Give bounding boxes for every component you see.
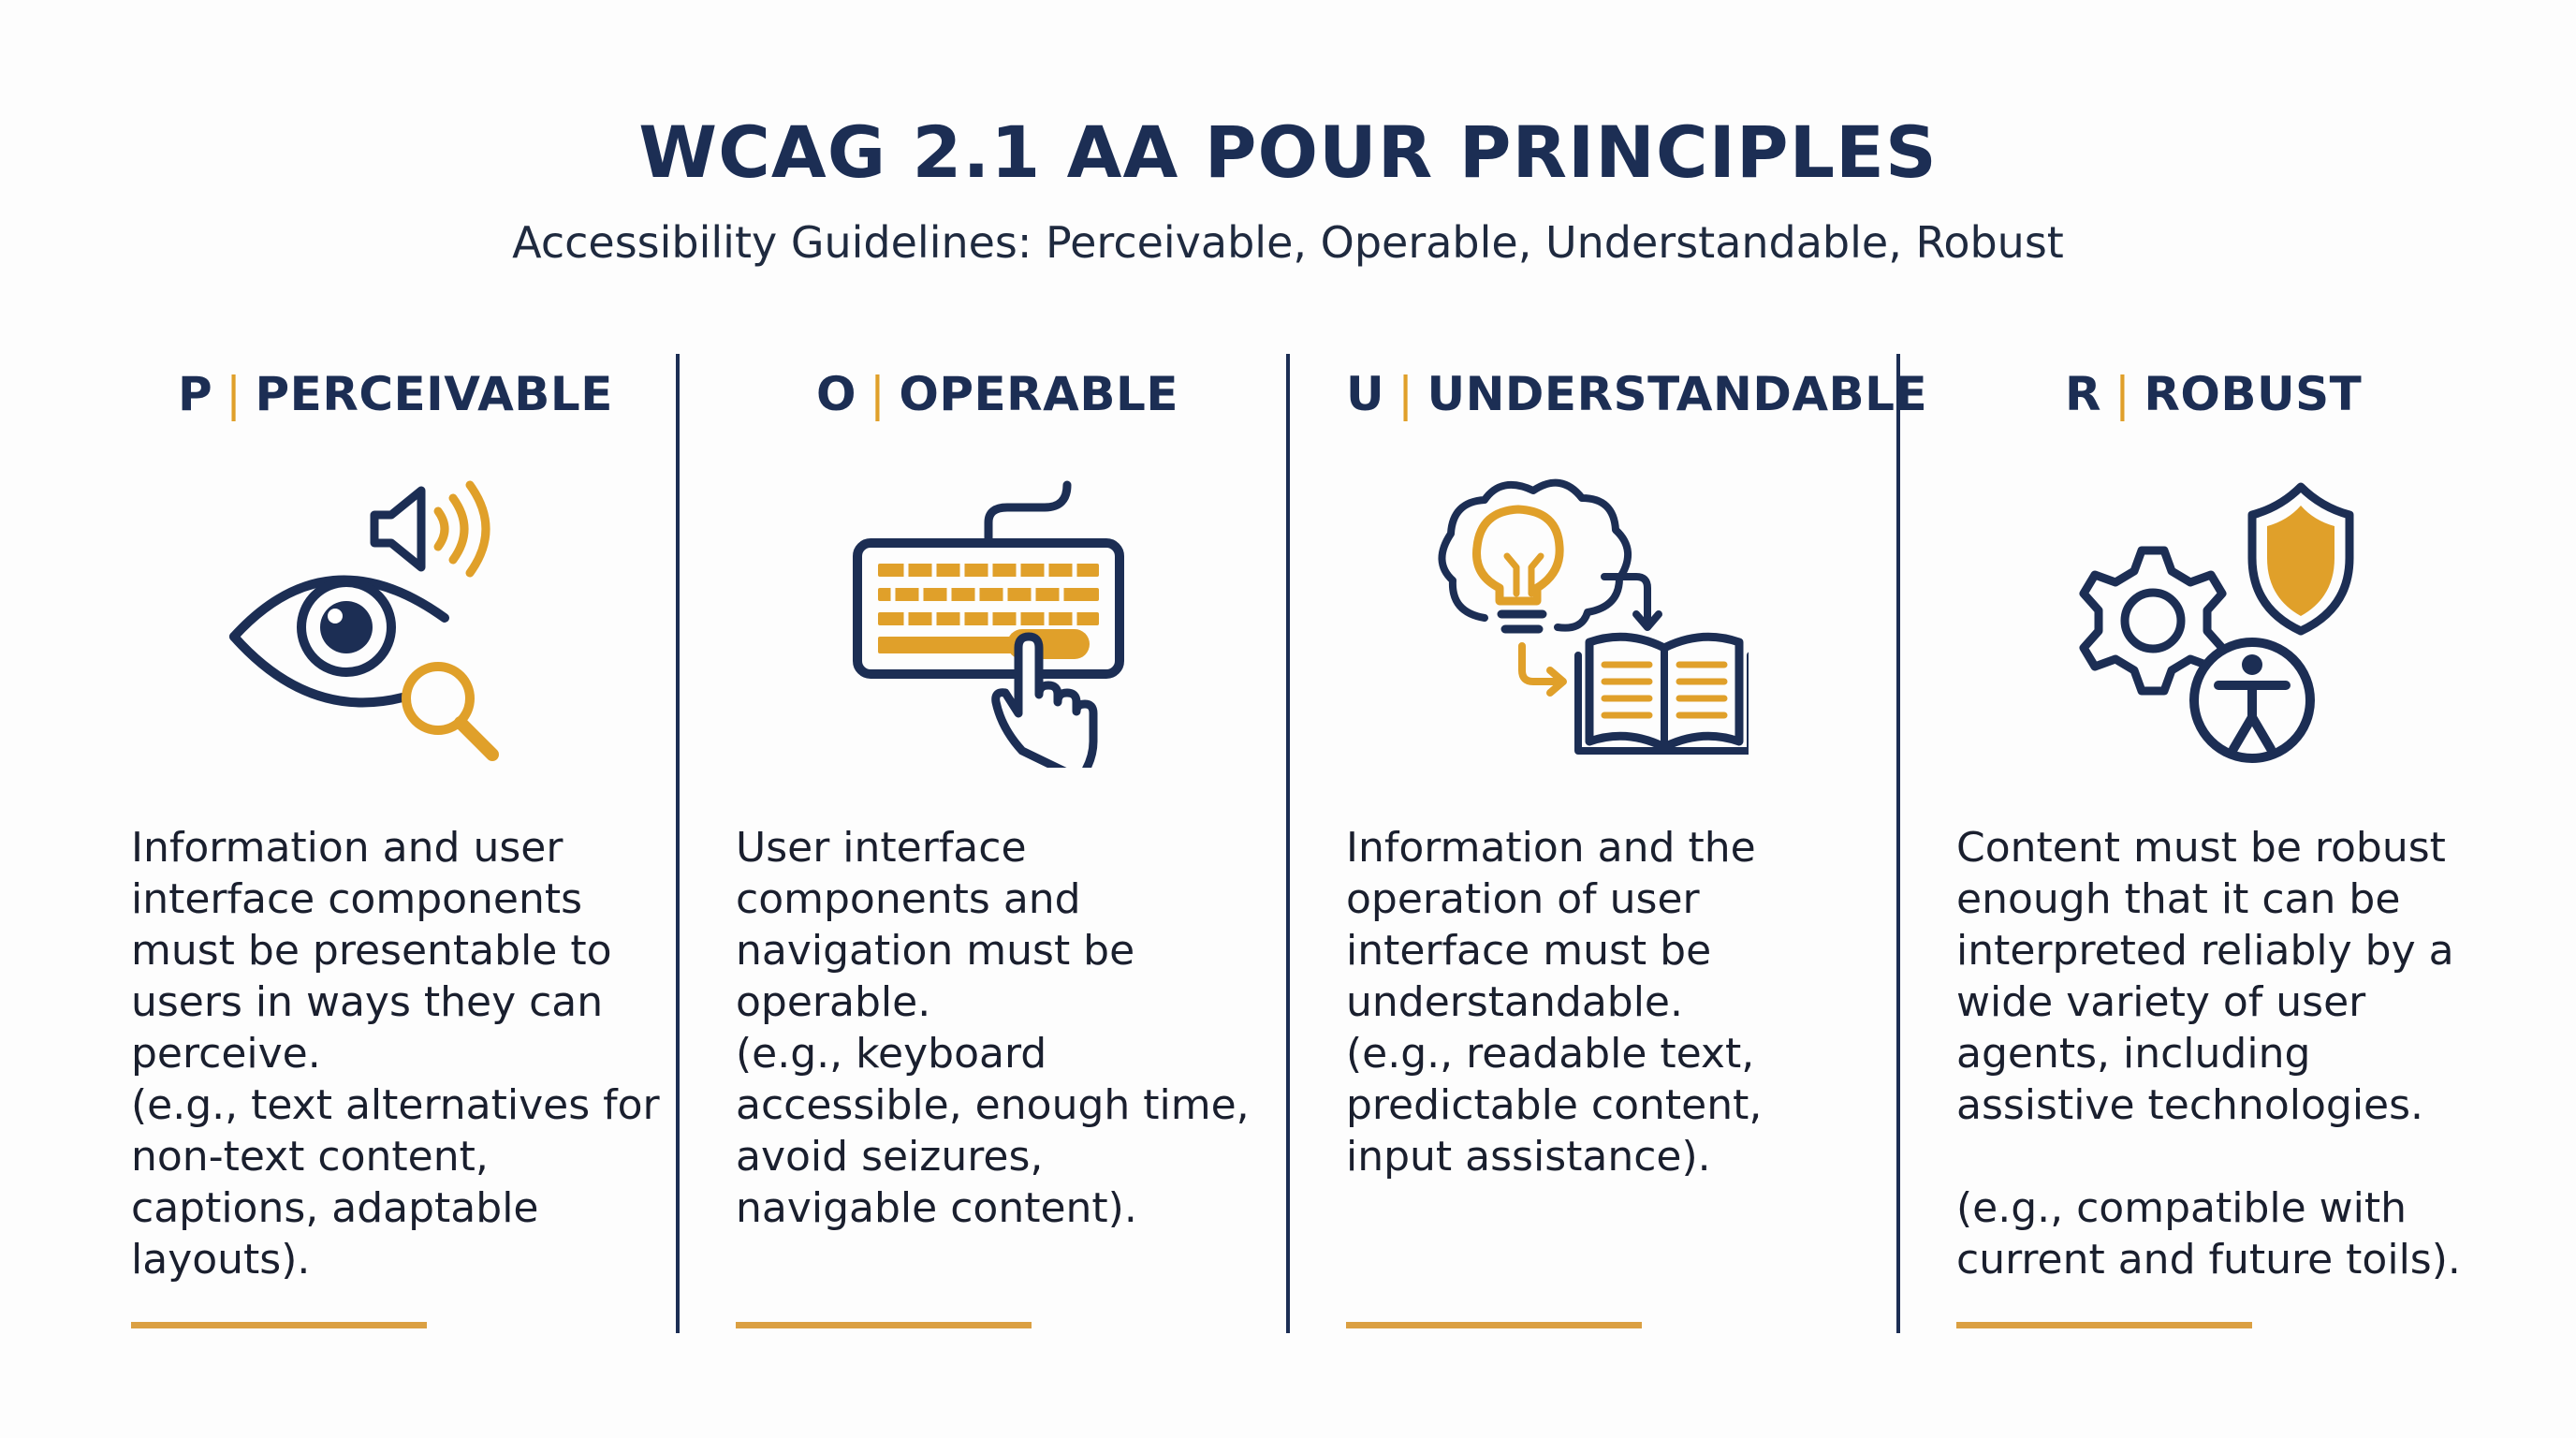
principle-name: UNDERSTANDABLE <box>1427 367 1928 421</box>
accent-underline <box>1956 1322 2252 1328</box>
eye-speaker-magnifier-icon <box>225 477 543 768</box>
keyboard-hand-icon <box>848 477 1166 768</box>
principle-heading: P | PERCEIVABLE <box>178 367 613 421</box>
principle-letter: U <box>1346 367 1385 421</box>
gear-shield-accessibility-icon <box>2069 477 2387 768</box>
principle-understandable <box>1346 356 1954 1348</box>
principle-heading: O | OPERABLE <box>816 367 1179 421</box>
principle-heading: R | ROBUST <box>2065 367 2363 421</box>
principle-description: Content must be robust enough that it can be interpreted reliably by a wide variety of user agents, including assistive technologies. (e.g., compatible with current and future toils). <box>1956 824 2461 1284</box>
principle-perceivable <box>131 356 739 1348</box>
principle-name: OPERABLE <box>899 367 1179 421</box>
principle-heading: U | UNDERSTANDABLE <box>1346 367 1928 421</box>
principle-letter: R <box>2065 367 2102 421</box>
principle-letter: P <box>178 367 213 421</box>
principle-description: User interface components and navigation must be operable. (e.g., keyboard accessible, enough time, avoid seizures, navigable content). <box>736 824 1250 1232</box>
page-subtitle: Accessibility Guidelines: Perceivable, Operable, Understandable, Robust <box>512 217 2064 268</box>
principle-name: ROBUST <box>2144 367 2363 421</box>
principle-operable <box>736 356 1344 1348</box>
page-title: WCAG 2.1 AA POUR PRINCIPLES <box>638 110 1938 194</box>
brain-lightbulb-book-icon <box>1430 477 1749 768</box>
principle-letter: O <box>816 367 857 421</box>
principle-description: Information and user interface components must be presentable to users in ways they can perceive. (e.g., text alternatives for non-text content, captions, adaptable layouts). <box>131 824 660 1284</box>
principle-description: Information and the operation of user interface must be understandable. (e.g., readable text, predictable content, input assistance). <box>1346 824 1763 1181</box>
principle-robust <box>1956 356 2565 1348</box>
accent-underline <box>1346 1322 1642 1328</box>
accent-underline <box>736 1322 1032 1328</box>
accent-underline <box>131 1322 427 1328</box>
principle-name: PERCEIVABLE <box>255 367 613 421</box>
